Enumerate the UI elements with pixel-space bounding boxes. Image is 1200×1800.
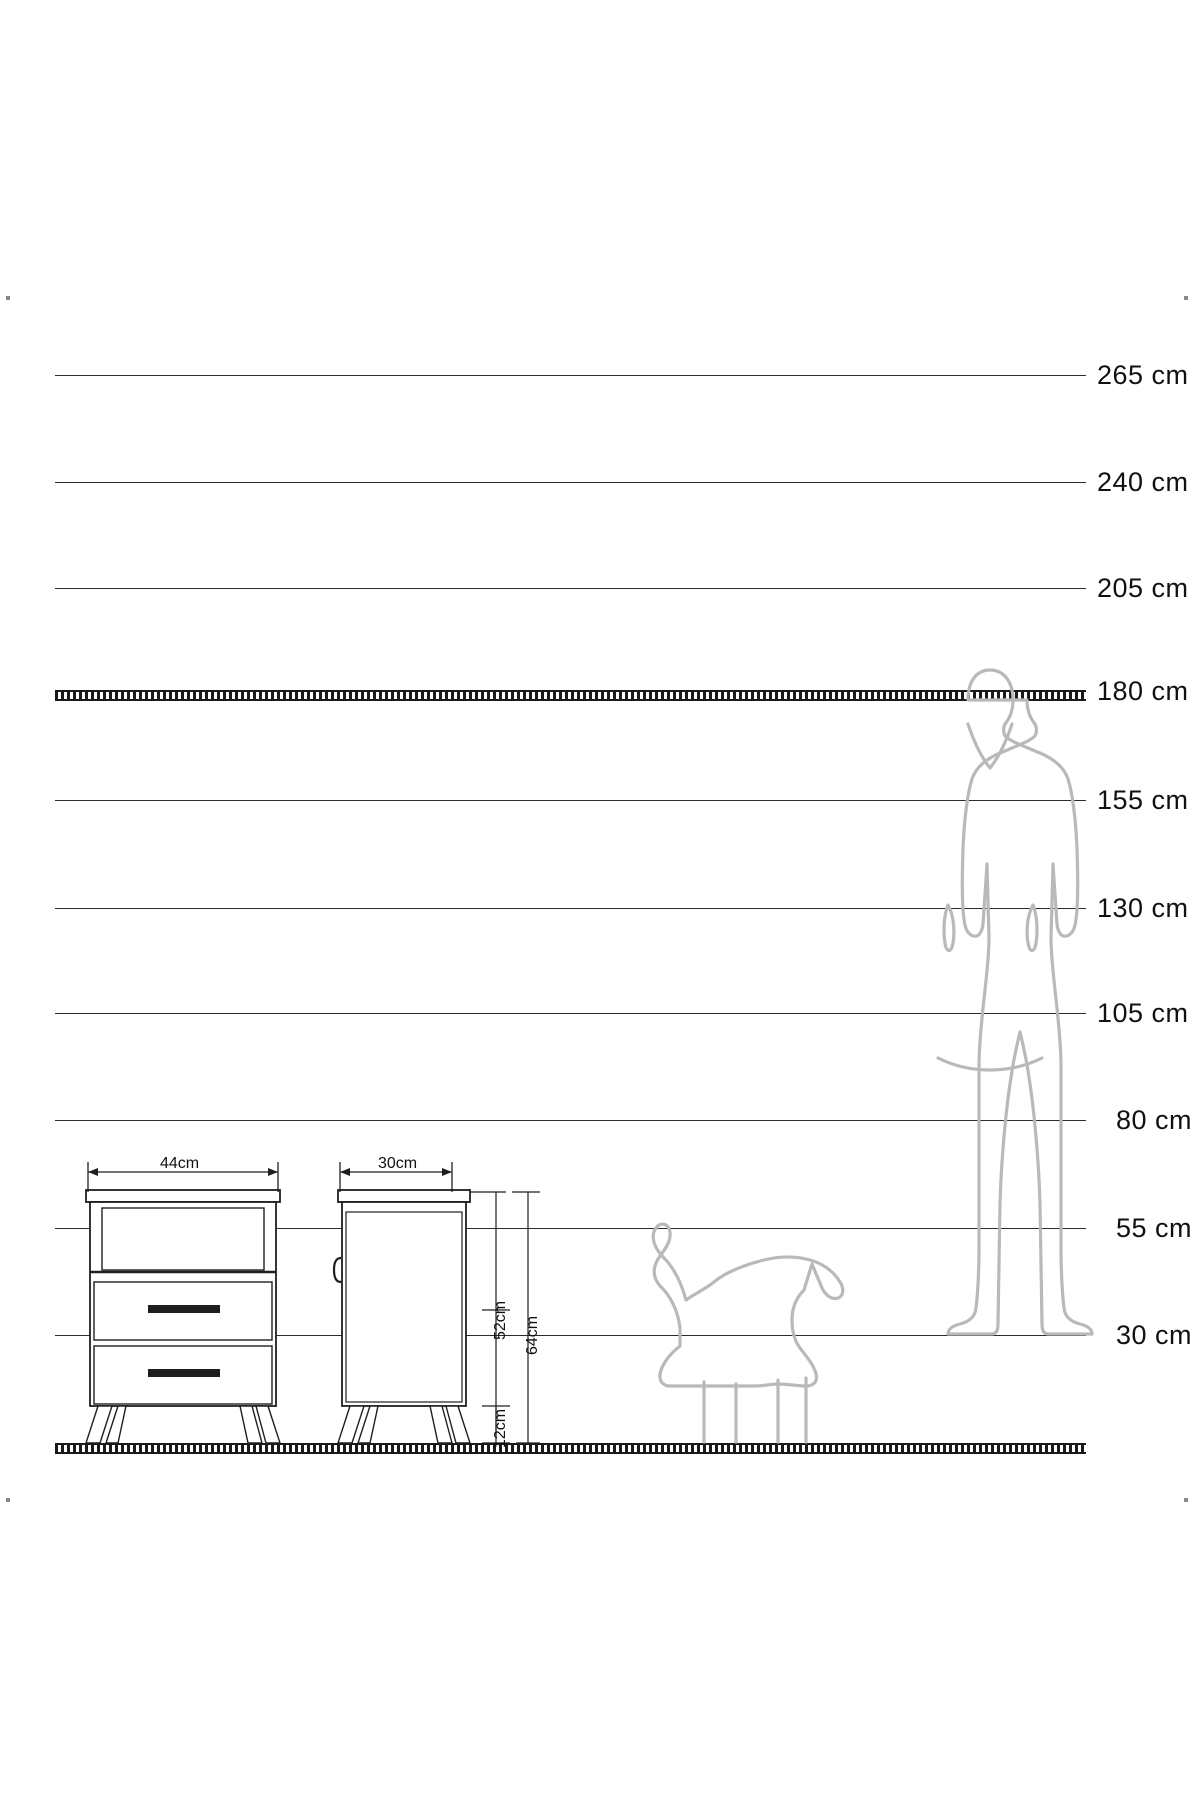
narrow-cabinet [334,1190,470,1443]
scale-label-205: 205 cm [1097,573,1189,603]
scale-label-240: 240 cm [1097,467,1189,497]
scale-label-105: 105 cm [1097,998,1189,1028]
cat-silhouette [653,1224,843,1442]
dimension-label-12cm: 12cm [492,1408,509,1448]
scale-label-30: 30 cm [1116,1320,1193,1350]
scale-label-265: 265 cm [1097,360,1189,390]
scale-label-55: 55 cm [1116,1213,1193,1243]
nightstand-with-two-drawers [86,1190,280,1443]
dimension-label-64cm: 64cm [524,1315,541,1355]
man-silhouette [938,670,1092,1334]
scale-label-80: 80 cm [1116,1105,1193,1135]
dimension-label-30cm: 30cm [378,1155,418,1172]
dimension-label-52cm: 52cm [492,1300,509,1340]
scale-label-180: 180 cm [1097,676,1189,706]
scale-label-130: 130 cm [1097,893,1189,923]
dimension-label-44cm: 44cm [160,1155,200,1172]
scale-label-155: 155 cm [1097,785,1189,815]
